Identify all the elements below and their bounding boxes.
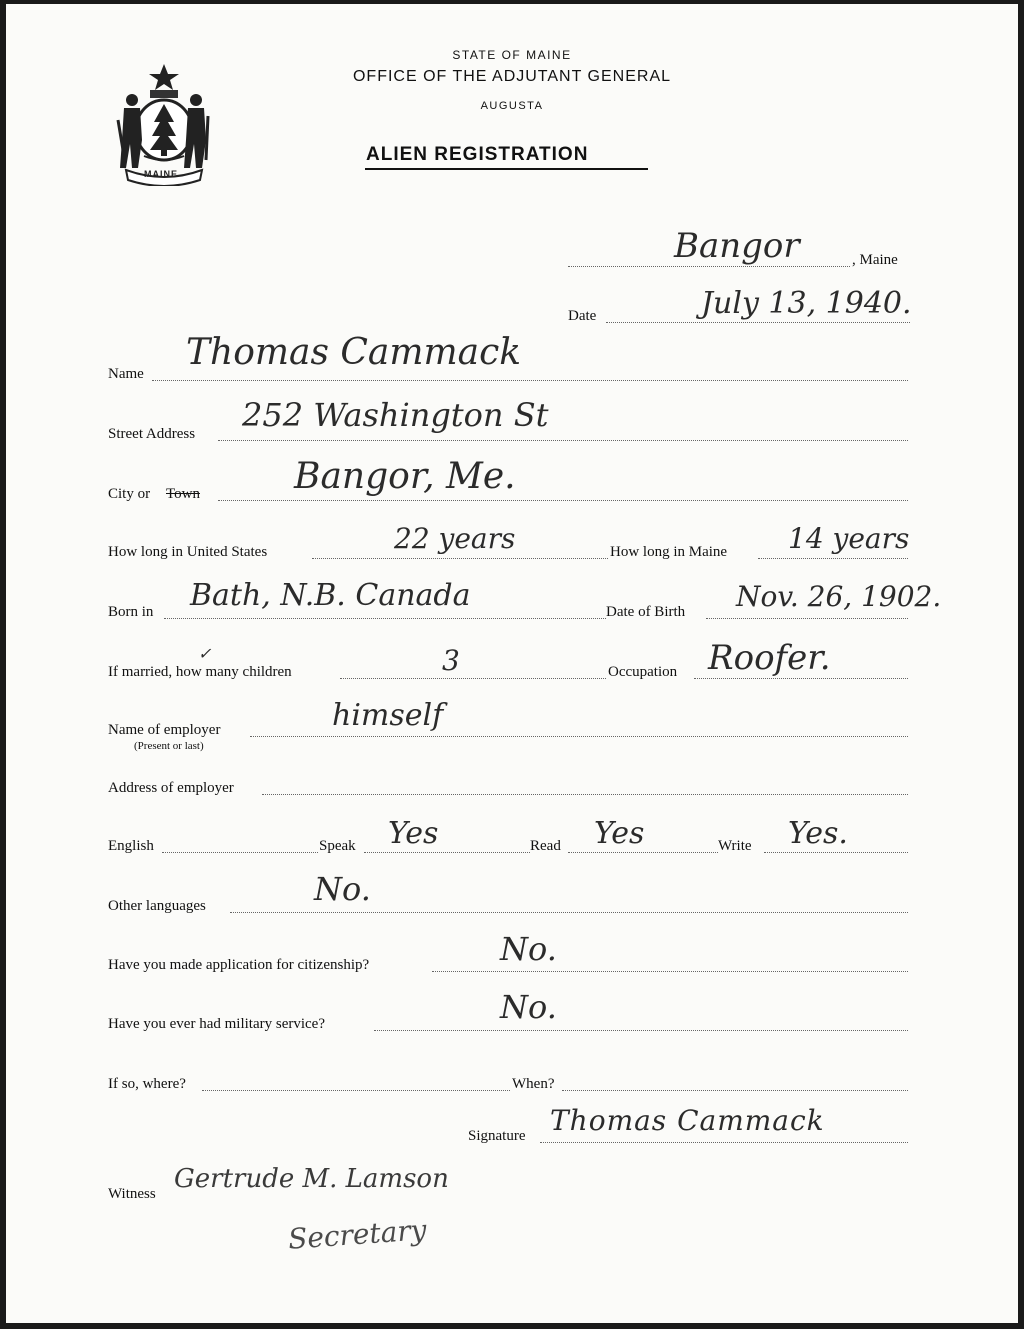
city-value: Bangor, Me. [294,456,516,497]
state-heading: STATE OF MAINE [452,48,572,62]
occupation-line [694,678,908,679]
date-of-birth-line [706,618,908,619]
date-of-birth-label: Date of Birth [606,604,686,620]
registration-form [6,4,1018,1323]
date-of-birth-value: Nov. 26, 1902. [736,580,942,613]
military-label: Have you ever had military service? [108,1016,325,1032]
english-line [162,852,318,853]
signature-value: Thomas Cammack [550,1104,825,1137]
employer-value: himself [332,698,444,733]
born-in-value: Bath, N.B. Canada [190,578,471,613]
read-label: Read [530,838,561,854]
employer-address-line [262,794,908,795]
town-label: Town [166,486,200,502]
date-line [606,322,910,323]
other-languages-line [230,912,908,913]
street-line [218,440,908,441]
office-heading: OFFICE OF THE ADJUTANT GENERAL [352,68,672,85]
date-value: July 13, 1940. [701,286,912,321]
how-long-maine-label: How long in Maine [610,544,728,560]
how-long-maine-line [758,558,908,559]
write-line [764,852,908,853]
military-value: No. [500,988,557,1026]
other-languages-value: No. [314,870,371,908]
signature-label: Signature [468,1128,526,1144]
speak-value: Yes [388,816,439,851]
citizenship-line [432,971,908,972]
form-title: ALIEN REGISTRATION [366,144,589,165]
city-line [218,500,908,501]
employer-address-label: Address of employer [108,780,234,796]
speak-label: Speak [319,838,356,854]
years-us-value: 22 years [394,522,516,555]
write-value: Yes. [788,816,848,851]
military-line [374,1030,908,1031]
when-line [562,1090,908,1091]
employer-name-line [250,736,908,737]
married-check-icon: ✓ [198,644,212,663]
when-label: When? [512,1076,555,1092]
occupation-label: Occupation [608,664,678,680]
place-value: Bangor [674,226,800,266]
how-long-us-label: How long in United States [108,544,268,560]
city-label: City or [108,486,151,502]
name-line [152,380,908,381]
name-label: Name [108,366,144,382]
where-line [202,1090,510,1091]
name-value: Thomas Cammack [186,332,522,373]
seal-motto: MAINE [144,169,178,179]
witness-label: Witness [108,1186,156,1202]
born-in-label: Born in [108,604,154,620]
years-maine-value: 14 years [788,522,910,555]
signature-line [540,1142,908,1143]
english-label: English [108,838,154,854]
employer-note-label: (Present or last) [134,740,204,752]
citizenship-value: No. [500,930,557,968]
if-so-where-label: If so, where? [108,1076,186,1092]
married-children-label: If married, how many children [108,664,292,680]
date-label: Date [568,308,597,324]
title-underline [365,168,648,170]
witness-value: Gertrude M. Lamson [174,1164,449,1194]
citizenship-label: Have you made application for citizenship? [108,957,370,973]
write-label: Write [718,838,752,854]
street-label: Street Address [108,426,196,442]
other-languages-label: Other languages [108,898,206,914]
born-in-line [164,618,606,619]
speak-line [364,852,530,853]
witness-title-value: Secretary [287,1213,428,1256]
children-line [340,678,606,679]
street-value: 252 Washington St [242,396,549,434]
how-long-us-line [312,558,608,559]
maine-label: , Maine [852,252,898,268]
employer-name-label: Name of employer [108,722,221,738]
read-line [568,852,718,853]
place-line [568,266,850,267]
city-heading: AUGUSTA [480,100,544,112]
children-value: 3 [442,644,460,677]
read-value: Yes [594,816,645,851]
occupation-value: Roofer. [708,638,831,678]
